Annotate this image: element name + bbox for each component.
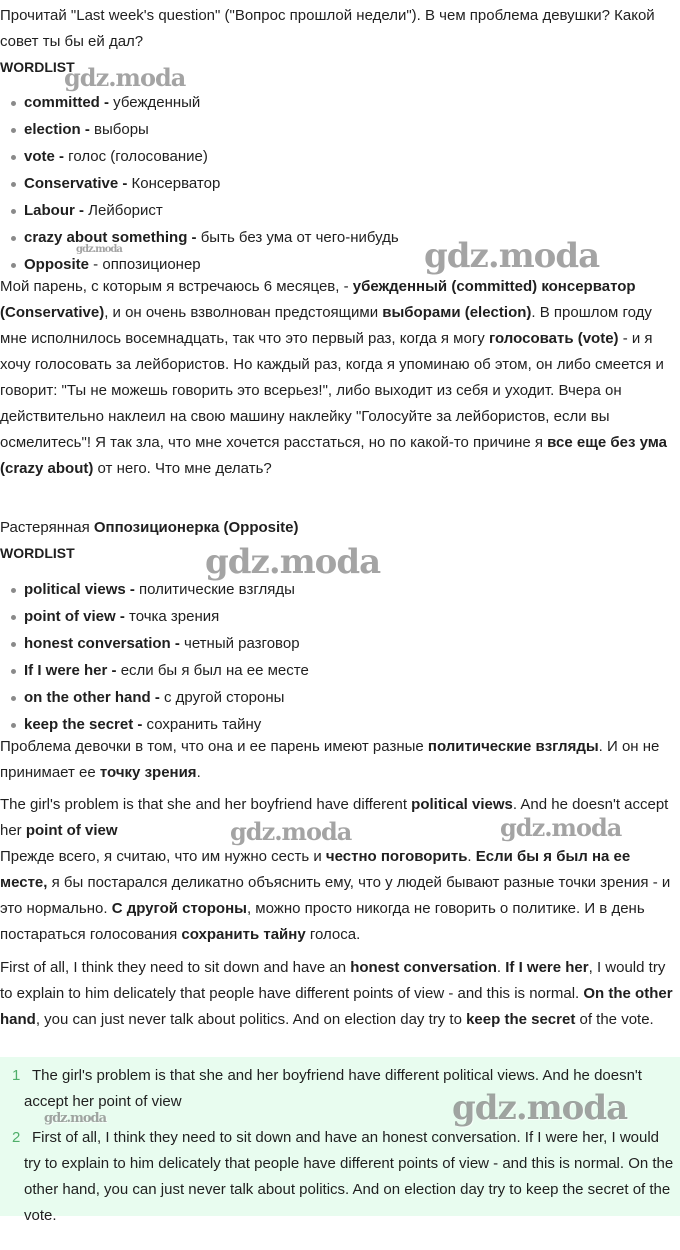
watermark: gdz.moda bbox=[230, 817, 352, 846]
letter-paragraph: Мой парень, с которым я встречаюсь 6 месяцев, - убежденный (committed) консерватор (Conservative), и он очень взволнован предстоящими выборами (election). В прошлом году мне исполнилось восемнадцать, так что это первый раз, когда я могу голосовать (vote) - и я хочу голосовать за лейбористов. Но каждый раз, когда я упоминаю об этом, он либо смеется и говорит: "Ты не можешь говорить это всерьез!", либо выходит из себя и уходит. Вчера он действительно наклеил на свою машину наклейку "Голосуйте за лейбористов, если вы осмелитесь"! Я так зла, что мне хочется расстаться, но по какой-то причине я все еще без ума (crazy about) от него. Что мне делать? bbox=[0, 278, 667, 477]
wordlist-heading-2: WORDLIST bbox=[0, 545, 75, 561]
list-item bbox=[0, 1125, 676, 1229]
list-item: keep the secret - сохранить тайну bbox=[0, 711, 309, 738]
wordlist-1 bbox=[0, 89, 399, 278]
answer-en-1: The girl's problem is that she and her boyfriend have different political views. And he doesn't accept her point of view bbox=[0, 796, 669, 839]
list-item: political views - политические взгляды bbox=[0, 576, 309, 603]
answer-text: The girl's problem is that she and her boyfriend have different political views. And he doesn't accept her point of view bbox=[24, 1067, 642, 1110]
answer-number: 2 bbox=[12, 1129, 21, 1146]
watermark: gdz.moda bbox=[205, 542, 381, 582]
watermark: gdz.moda bbox=[76, 244, 122, 255]
watermark: gdz.moda bbox=[44, 1111, 107, 1126]
answers-panel bbox=[0, 1057, 680, 1224]
task-intro: Прочитай "Last week's question" ("Вопрос прошлой недели"). В чем проблема девушки? Какой совет ты бы ей дал? bbox=[0, 7, 655, 50]
watermark: gdz.moda bbox=[452, 1088, 628, 1128]
answer-text: First of all, I think they need to sit down and have an honest conversation. If I were her, I would try to explain to him delicately that people have different points of view - and this is normal. On the other hand, you can just never talk about politics. And on election day try to keep the secret of the vote. bbox=[24, 1129, 674, 1224]
answer-ru-2: Прежде всего, я считаю, что им нужно сесть и честно поговорить. Если бы я был на ее месте, я бы постарался деликатно объяснить ему, что у людей бывают разные точки зрения - и это нормально. С другой стороны, можно просто никогда не говорить о политике. И в день постараться голосования сохранить тайну голоса. bbox=[0, 848, 671, 943]
list-item: on the other hand - с другой стороны bbox=[0, 684, 309, 711]
letter-signature: Растерянная Оппозиционерка (Opposite) bbox=[0, 519, 299, 536]
wordlist-2 bbox=[0, 576, 309, 738]
list-item: Labour - Лейборист bbox=[0, 197, 399, 224]
list-item: vote - голос (голосование) bbox=[0, 143, 399, 170]
answer-number: 1 bbox=[12, 1067, 21, 1084]
list-item: If I were her - если бы я был на ее месте bbox=[0, 657, 309, 684]
list-item: election - выборы bbox=[0, 116, 399, 143]
list-item: committed - убежденный bbox=[0, 89, 399, 116]
list-item: Conservative - Консерватор bbox=[0, 170, 399, 197]
answer-ru-1: Проблема девочки в том, что она и ее парень имеют разные политические взгляды. И он не принимает ее точку зрения. bbox=[0, 738, 660, 781]
watermark: gdz.moda bbox=[64, 63, 186, 92]
list-item: crazy about something - быть без ума от чего-нибудь bbox=[0, 224, 399, 251]
list-item: point of view - точка зрения bbox=[0, 603, 309, 630]
watermark: gdz.moda bbox=[500, 813, 622, 842]
list-item: Opposite - оппозиционер bbox=[0, 251, 399, 278]
answer-en-2: First of all, I think they need to sit down and have an honest conversation. If I were her, I would try to explain to him delicately that people have different points of view - and this is normal. On the other hand, you can just never talk about politics. And on election day try to keep the secret of the vote. bbox=[0, 959, 673, 1028]
wordlist-heading-1: WORDLIST bbox=[0, 59, 75, 75]
list-item: honest conversation - четный разговор bbox=[0, 630, 309, 657]
watermark: gdz.moda bbox=[424, 236, 600, 276]
